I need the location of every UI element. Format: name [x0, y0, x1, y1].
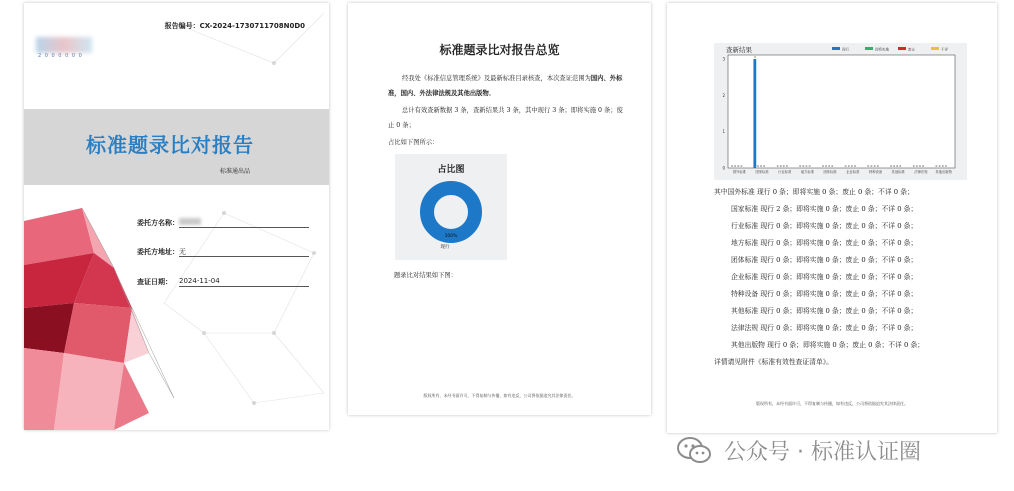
- detail-row: 企业标准 现行 0 条；即将实施 0 条；废止 0 条；不详 0 条；: [731, 273, 918, 281]
- bar-value-label: 0: [873, 164, 876, 168]
- y-tick-label: 2: [722, 92, 725, 98]
- x-tick-label: 行业标准: [778, 170, 792, 174]
- overview-paragraph-result: 题录比对结果如下图：: [394, 272, 457, 279]
- x-tick-label: 企业标准: [846, 170, 860, 174]
- report-number: 报告编号：CX-2024-1730711708N0D0: [164, 22, 305, 30]
- bar-value-label: 0: [938, 164, 941, 168]
- page-footer: 版权所有，未经书面许可，不得复制与传播，如有违反，公司将依据追究其法律责任。: [756, 401, 908, 406]
- result-bar-chart: [714, 43, 967, 180]
- legend-swatch: [832, 47, 840, 50]
- details-list: [714, 184, 924, 371]
- legend-swatch: [931, 47, 939, 50]
- wechat-watermark: [676, 430, 921, 470]
- detail-row: 其中国外标准 现行 0 条；即将实施 0 条；废止 0 条；不详 0 条；: [714, 188, 914, 196]
- cover-title: 标准题录比对报告: [86, 133, 254, 157]
- legend-label: 现行: [842, 47, 849, 52]
- legend-swatch: [865, 47, 873, 50]
- detail-row: 团体标准 现行 0 条；即将实施 0 条；废止 0 条；不详 0 条；: [731, 256, 918, 264]
- bar-value-label: 0: [802, 164, 805, 168]
- cover-page: [24, 3, 329, 430]
- donut-slice: [427, 188, 475, 236]
- company-logo: [36, 37, 106, 59]
- check-date-label: 查证日期：: [137, 278, 172, 286]
- overview-paragraph-totals: 总计有效查新数据 3 条，查新结果共 3 条，其中现行 3 条；即将实施 0 条；废止 0 条；: [388, 107, 623, 129]
- check-date-field: [137, 277, 220, 287]
- y-tick-label: 0: [722, 165, 725, 171]
- legend-label: 不详: [941, 47, 948, 52]
- bar-value-label: 0: [821, 164, 824, 168]
- bar-value-label: 0: [941, 164, 944, 168]
- detail-row-attachment: 详情请见附件《标准有效性查证清单》。: [714, 358, 833, 366]
- client-name-label: 委托方名称：: [137, 219, 179, 227]
- bar-value-label: 0: [782, 164, 785, 168]
- donut-category-label: 现行: [440, 245, 450, 250]
- overview-title: 标准题录比对报告总览: [439, 43, 560, 57]
- client-address-field: [137, 247, 186, 257]
- bar: [753, 59, 756, 168]
- x-tick-label: 地方标准: [800, 170, 815, 174]
- detail-row: 其他标准 现行 0 条；即将实施 0 条；废止 0 条；不详 0 条；: [731, 307, 918, 315]
- donut-chart-title: 占比图: [437, 165, 465, 175]
- detail-row: 法律法规 现行 0 条；即将实施 0 条；废止 0 条；不详 0 条；: [731, 324, 918, 332]
- bar-value-label: 0: [805, 164, 808, 168]
- client-address-label: 委托方地址：: [137, 248, 179, 256]
- bar-value-label: 0: [844, 164, 847, 168]
- bar-value-label: 0: [760, 164, 763, 168]
- details-page: [667, 3, 997, 433]
- bar-value-label: 0: [731, 164, 734, 168]
- bar-value-label: 0: [922, 164, 925, 168]
- detail-row: 特种设备 现行 0 条；即将实施 0 条；废止 0 条；不详 0 条；: [731, 290, 918, 298]
- bar-value-label: 0: [944, 164, 947, 168]
- bar-value-label: 0: [893, 164, 896, 168]
- bar-value-label: 0: [870, 164, 873, 168]
- overview-paragraph-scope: 经我处《标准信息管理系统》及最新标准目录核查，本次查证范围为国内、外标准，国内、外法律法规及其他出版物。: [388, 75, 623, 97]
- detail-row: 国家标准 现行 2 条；即将实施 0 条；废止 0 条；不详 0 条；: [731, 205, 918, 213]
- legend-label: 废止: [908, 47, 915, 52]
- page-footer: 版权所有，未经书面许可，不得复制与传播，如有违反，公司将依据追究其法律责任。: [423, 393, 576, 398]
- bar-value-label: 0: [850, 164, 853, 168]
- legend-label: 即将实施: [875, 47, 889, 52]
- x-tick-label: 国外标准: [732, 170, 746, 174]
- bar-value-label: 0: [808, 164, 811, 168]
- detail-row: 行业标准 现行 0 条；即将实施 0 条；废止 0 条；不详 0 条；: [731, 222, 918, 230]
- x-tick-label: 国家标准: [755, 170, 769, 174]
- cover-network-decoration: [24, 3, 329, 430]
- bar-value-label: 0: [799, 164, 802, 168]
- bar-value-label: 0: [854, 164, 856, 168]
- y-tick-label: 1: [722, 129, 725, 135]
- bar-value-label: 0: [779, 164, 782, 168]
- bar-value-label: 0: [763, 164, 766, 168]
- client-name-value: [179, 218, 309, 228]
- bar-value-label: 0: [890, 164, 892, 168]
- bar-value-label: 0: [876, 164, 879, 168]
- bar-value-label: 0: [828, 164, 831, 168]
- overview-page: [348, 3, 651, 415]
- watermark-text: 公众号 · 标准认证圈: [724, 439, 921, 465]
- x-tick-label: 特种设备: [868, 170, 883, 174]
- y-tick-label: 3: [722, 56, 725, 62]
- bar-value-label: 0: [919, 164, 921, 168]
- x-tick-label: 其他出版物: [935, 170, 952, 174]
- bar-value-label: 0: [737, 164, 740, 168]
- bar-value-label: 0: [896, 164, 899, 168]
- bar-chart-title: 查新结果: [726, 46, 752, 54]
- bar-value-label: 0: [915, 164, 918, 168]
- x-tick-label: 其他标准: [891, 170, 905, 174]
- bar-value-label: 0: [831, 164, 834, 168]
- publisher-label: 标准通出品: [220, 168, 251, 175]
- plot-area: [728, 55, 955, 168]
- donut-percent-label: 100%: [444, 234, 458, 239]
- x-tick-label: 团体标准: [823, 170, 837, 174]
- wechat-icon: [676, 436, 712, 464]
- bar-value-label: 0: [847, 164, 850, 168]
- bar-value-label: 0: [776, 164, 779, 168]
- legend-swatch: [898, 47, 906, 50]
- bar-value-label: 0: [899, 164, 902, 168]
- bar-value-label: 0: [825, 164, 828, 168]
- overview-paragraph-ratio: 占比如下图所示：: [388, 139, 439, 146]
- detail-row: 其他出版物 现行 0 条；即将实施 0 条；废止 0 条；不详 0 条；: [731, 341, 925, 349]
- client-name-field: [137, 218, 179, 228]
- check-date-value: 2024-11-04: [179, 277, 309, 287]
- scope-text: 国内、外标准，国内、外法律法规及其他出版物: [388, 75, 623, 97]
- bar-chart-svg: [714, 43, 967, 180]
- bar-value-label: 0: [867, 164, 870, 168]
- client-address-value: 无: [179, 247, 309, 257]
- bar-value-label: 0: [734, 164, 737, 168]
- bar-value-label: 0: [935, 164, 938, 168]
- bar-value-label: 0: [756, 164, 759, 168]
- detail-row: 地方标准 现行 0 条；即将实施 0 条；废止 0 条；不详 0 条；: [731, 239, 918, 247]
- x-tick-label: 法律法规: [914, 170, 928, 174]
- logo-text: 2 0 0 0 0 0 0: [38, 53, 83, 59]
- ratio-donut-chart: [395, 154, 507, 260]
- bar-value-label: 0: [912, 164, 915, 168]
- red-polygon-decoration: [24, 208, 149, 430]
- bar-value-label: 0: [740, 164, 743, 168]
- bar-value-label: 0: [785, 164, 788, 168]
- bar-value-label: 3: [753, 55, 756, 59]
- donut-svg: [395, 154, 507, 260]
